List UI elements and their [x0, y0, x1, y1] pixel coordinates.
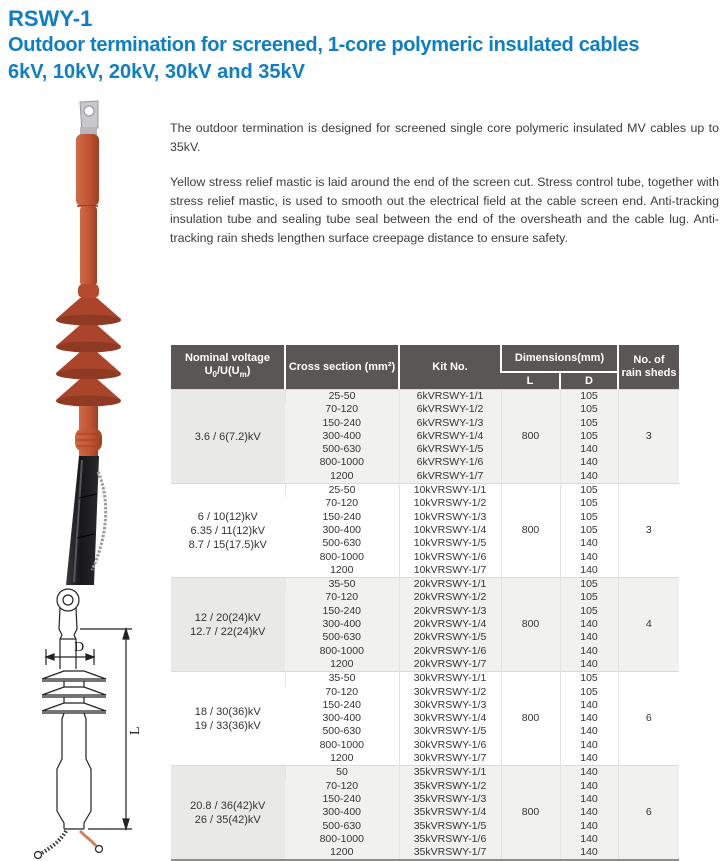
cross-section-cell: 70-120: [285, 780, 399, 793]
dimension-d-cell: 140: [560, 658, 618, 672]
header-cross-section: Cross section (mm²): [285, 345, 399, 390]
dimension-d-cell: 140: [560, 564, 618, 578]
dimension-d-cell: 105: [560, 591, 618, 604]
kit-no-cell: 35kVRSWY-1/6: [399, 833, 501, 846]
kit-no-cell: 6kVRSWY-1/3: [399, 417, 501, 430]
table-row: [171, 484, 679, 498]
table-row: [171, 578, 679, 592]
diagram-label-l: L: [128, 726, 143, 735]
diagram-label-d: D: [74, 640, 85, 655]
kit-no-cell: 30kVRSWY-1/2: [399, 686, 501, 699]
cross-section-cell: 150-240: [285, 605, 399, 618]
dimension-d-cell: 105: [560, 390, 618, 404]
cross-section-cell: 50: [285, 766, 399, 780]
kit-no-cell: 10kVRSWY-1/6: [399, 551, 501, 564]
intro-text: [170, 119, 719, 265]
cross-section-cell: 35-50: [285, 672, 399, 686]
kit-no-cell: 6kVRSWY-1/1: [399, 390, 501, 404]
rain-sheds-cell: 6: [618, 766, 679, 861]
kit-no-cell: 30kVRSWY-1/7: [399, 752, 501, 766]
intro-paragraph-2: Yellow stress relief mastic is laid around the end of the screen cut. Stress control tube, together with stress relief mastic, is used to smooth out the electrical field at the cable screen end. Anti-tracking insulation tube and sealing tube seal between the end of the oversheath and the cable lug. Anti-tracking rain sheds lengthen surface creepage distance to ensure safety.: [170, 175, 719, 245]
diagram-copper-wire: [80, 831, 96, 846]
kit-no-cell: 20kVRSWY-1/5: [399, 631, 501, 644]
dimension-d-cell: 105: [560, 686, 618, 699]
dimension-d-cell: 140: [560, 833, 618, 846]
cross-section-cell: 150-240: [285, 793, 399, 806]
dimension-d-cell: 105: [560, 605, 618, 618]
rain-sheds-cell: 6: [618, 672, 679, 766]
kit-no-cell: 10kVRSWY-1/2: [399, 497, 501, 510]
kit-no-cell: 6kVRSWY-1/7: [399, 470, 501, 484]
title-line-2: 6kV, 10kV, 20kV, 30kV and 35kV: [8, 61, 305, 83]
dimension-d-cell: 140: [560, 780, 618, 793]
dimension-d-cell: 105: [560, 430, 618, 443]
kit-no-cell: 20kVRSWY-1/3: [399, 605, 501, 618]
dimension-d-cell: 105: [560, 511, 618, 524]
header-kit-no: Kit No.: [399, 345, 501, 390]
dimension-d-cell: 140: [560, 537, 618, 550]
dimension-d-cell: 105: [560, 497, 618, 510]
cross-section-cell: 1200: [285, 846, 399, 861]
kit-no-cell: 6kVRSWY-1/5: [399, 443, 501, 456]
kit-no-cell: 20kVRSWY-1/6: [399, 645, 501, 658]
dimension-d-cell: 140: [560, 443, 618, 456]
diagram-earth-lug: [35, 852, 42, 859]
lug-ring-outline: [57, 589, 79, 611]
kit-no-cell: 30kVRSWY-1/4: [399, 712, 501, 725]
kit-no-cell: 30kVRSWY-1/5: [399, 725, 501, 738]
cross-section-cell: 1200: [285, 658, 399, 672]
table-row: [171, 672, 679, 686]
cross-section-cell: 70-120: [285, 403, 399, 416]
dimension-d-cell: 105: [560, 484, 618, 498]
voltage-cell: 20.8 / 36(42)kV 26 / 35(42)kV: [171, 766, 285, 861]
page-title: [8, 6, 720, 86]
kit-no-cell: 10kVRSWY-1/1: [399, 484, 501, 498]
table-row: [171, 766, 679, 780]
cross-section-cell: 150-240: [285, 511, 399, 524]
voltage-group: [171, 390, 679, 484]
dimension-l-cell: 800: [501, 578, 560, 672]
intro-paragraph-1: The outdoor termination is designed for screened single core polymeric insulated MV cables up to 35kV.: [170, 121, 719, 154]
dimension-d-cell: 140: [560, 631, 618, 644]
cross-section-cell: 70-120: [285, 591, 399, 604]
dimension-d-cell: 105: [560, 417, 618, 430]
rain-sheds-cell: 3: [618, 390, 679, 484]
dimension-d-cell: 140: [560, 752, 618, 766]
cross-section-cell: 25-50: [285, 390, 399, 404]
cross-section-cell: 150-240: [285, 699, 399, 712]
cross-section-cell: 300-400: [285, 524, 399, 537]
cross-section-cell: 500-630: [285, 820, 399, 833]
dimension-d-cell: 140: [560, 470, 618, 484]
kit-no-cell: 6kVRSWY-1/4: [399, 430, 501, 443]
dimension-d-cell: 140: [560, 766, 618, 780]
table-header: [171, 345, 679, 390]
kit-no-cell: 35kVRSWY-1/4: [399, 806, 501, 819]
kit-no-cell: 10kVRSWY-1/4: [399, 524, 501, 537]
dimension-d-cell: 140: [560, 739, 618, 752]
kit-no-cell: 20kVRSWY-1/2: [399, 591, 501, 604]
kit-no-cell: 10kVRSWY-1/5: [399, 537, 501, 550]
cross-section-cell: 300-400: [285, 430, 399, 443]
dimension-d-cell: 140: [560, 699, 618, 712]
cross-section-cell: 300-400: [285, 618, 399, 631]
dimension-d-cell: 140: [560, 820, 618, 833]
rain-sheds-cell: 4: [618, 578, 679, 672]
dimension-d-cell: 105: [560, 578, 618, 592]
kit-no-cell: 10kVRSWY-1/3: [399, 511, 501, 524]
dimension-d-cell: 140: [560, 618, 618, 631]
cross-section-cell: 800-1000: [285, 645, 399, 658]
dimension-d-cell: 140: [560, 806, 618, 819]
title-line-1: Outdoor termination for screened, 1-core polymeric insulated cables: [8, 34, 640, 56]
diagram-earth-braid: [42, 831, 66, 853]
dimension-l-cell: 800: [501, 672, 560, 766]
cross-section-cell: 70-120: [285, 686, 399, 699]
kit-no-cell: 10kVRSWY-1/7: [399, 564, 501, 578]
dimension-d-cell: 105: [560, 403, 618, 416]
cross-section-cell: 70-120: [285, 497, 399, 510]
stress-control-tube: [75, 406, 102, 458]
lug-hole-outline: [63, 595, 73, 605]
cross-section-cell: 800-1000: [285, 833, 399, 846]
dimension-d-cell: 140: [560, 846, 618, 861]
kit-no-cell: 6kVRSWY-1/2: [399, 403, 501, 416]
dimension-d-cell: 140: [560, 645, 618, 658]
voltage-group: [171, 672, 679, 766]
voltage-cell: 12 / 20(24)kV 12.7 / 22(24)kV: [171, 578, 285, 672]
cross-section-cell: 35-50: [285, 578, 399, 592]
kit-no-cell: 20kVRSWY-1/4: [399, 618, 501, 631]
dimension-d-cell: 140: [560, 456, 618, 469]
dimension-d-cell: 105: [560, 524, 618, 537]
kit-no-cell: 6kVRSWY-1/6: [399, 456, 501, 469]
cross-section-cell: 300-400: [285, 806, 399, 819]
kit-no-cell: 30kVRSWY-1/1: [399, 672, 501, 686]
header-dimensions: Dimensions(mm): [501, 345, 618, 372]
dimension-l-cell: 800: [501, 390, 560, 484]
cross-section-cell: 25-50: [285, 484, 399, 498]
kit-no-cell: 35kVRSWY-1/2: [399, 780, 501, 793]
spec-table: [171, 345, 679, 861]
header-nominal-voltage: Nominal voltage $U_0/U(U_m)$: [171, 345, 285, 390]
kit-no-cell: 35kVRSWY-1/3: [399, 793, 501, 806]
cross-section-cell: 150-240: [285, 417, 399, 430]
cross-section-cell: 500-630: [285, 443, 399, 456]
cross-section-cell: 500-630: [285, 631, 399, 644]
dimension-l-cell: 800: [501, 484, 560, 578]
kit-no-cell: 30kVRSWY-1/3: [399, 699, 501, 712]
voltage-group: [171, 766, 679, 861]
dimension-d-cell: 105: [560, 672, 618, 686]
dimension-l-cell: 800: [501, 766, 560, 861]
cross-section-cell: 1200: [285, 752, 399, 766]
table-row: [171, 390, 679, 404]
voltage-cell: 3.6 / 6(7.2)kV: [171, 390, 285, 484]
dimension-d-cell: 140: [560, 725, 618, 738]
rain-sheds-cell: 3: [618, 484, 679, 578]
cross-section-cell: 1200: [285, 564, 399, 578]
header-dim-d: D: [560, 372, 618, 390]
header-rain-sheds: No. of rain sheds: [618, 345, 679, 390]
kit-no-cell: 20kVRSWY-1/7: [399, 658, 501, 672]
dimension-d-cell: 140: [560, 793, 618, 806]
termination-photo: [28, 98, 158, 585]
product-model: RSWY-1: [8, 6, 93, 31]
dimension-d-cell: 140: [560, 712, 618, 725]
kit-no-cell: 20kVRSWY-1/1: [399, 578, 501, 592]
cross-section-cell: 300-400: [285, 712, 399, 725]
kit-no-cell: 35kVRSWY-1/5: [399, 820, 501, 833]
kit-no-cell: 35kVRSWY-1/1: [399, 766, 501, 780]
header-dim-l: L: [501, 372, 560, 390]
voltage-group: [171, 578, 679, 672]
sealing-tube: [76, 134, 99, 298]
voltage-cell: 18 / 30(36)kV 19 / 33(36)kV: [171, 672, 285, 766]
kit-no-cell: 30kVRSWY-1/6: [399, 739, 501, 752]
termination-diagram: [2, 583, 152, 861]
cable-lug: [80, 101, 98, 137]
cross-section-cell: 1200: [285, 470, 399, 484]
dimension-d-cell: 140: [560, 551, 618, 564]
cross-section-cell: 800-1000: [285, 551, 399, 564]
kit-no-cell: 35kVRSWY-1/7: [399, 846, 501, 861]
voltage-cell: 6 / 10(12)kV 6.35 / 11(12)kV 8.7 / 15(17.5)kV: [171, 484, 285, 578]
cross-section-cell: 500-630: [285, 725, 399, 738]
diagram-copper-lug: [96, 846, 103, 853]
cross-section-cell: 800-1000: [285, 739, 399, 752]
spec-table-wrap: [171, 345, 679, 861]
rain-sheds: [56, 296, 121, 408]
voltage-group: [171, 484, 679, 578]
cross-section-cell: 800-1000: [285, 456, 399, 469]
cross-section-cell: 500-630: [285, 537, 399, 550]
